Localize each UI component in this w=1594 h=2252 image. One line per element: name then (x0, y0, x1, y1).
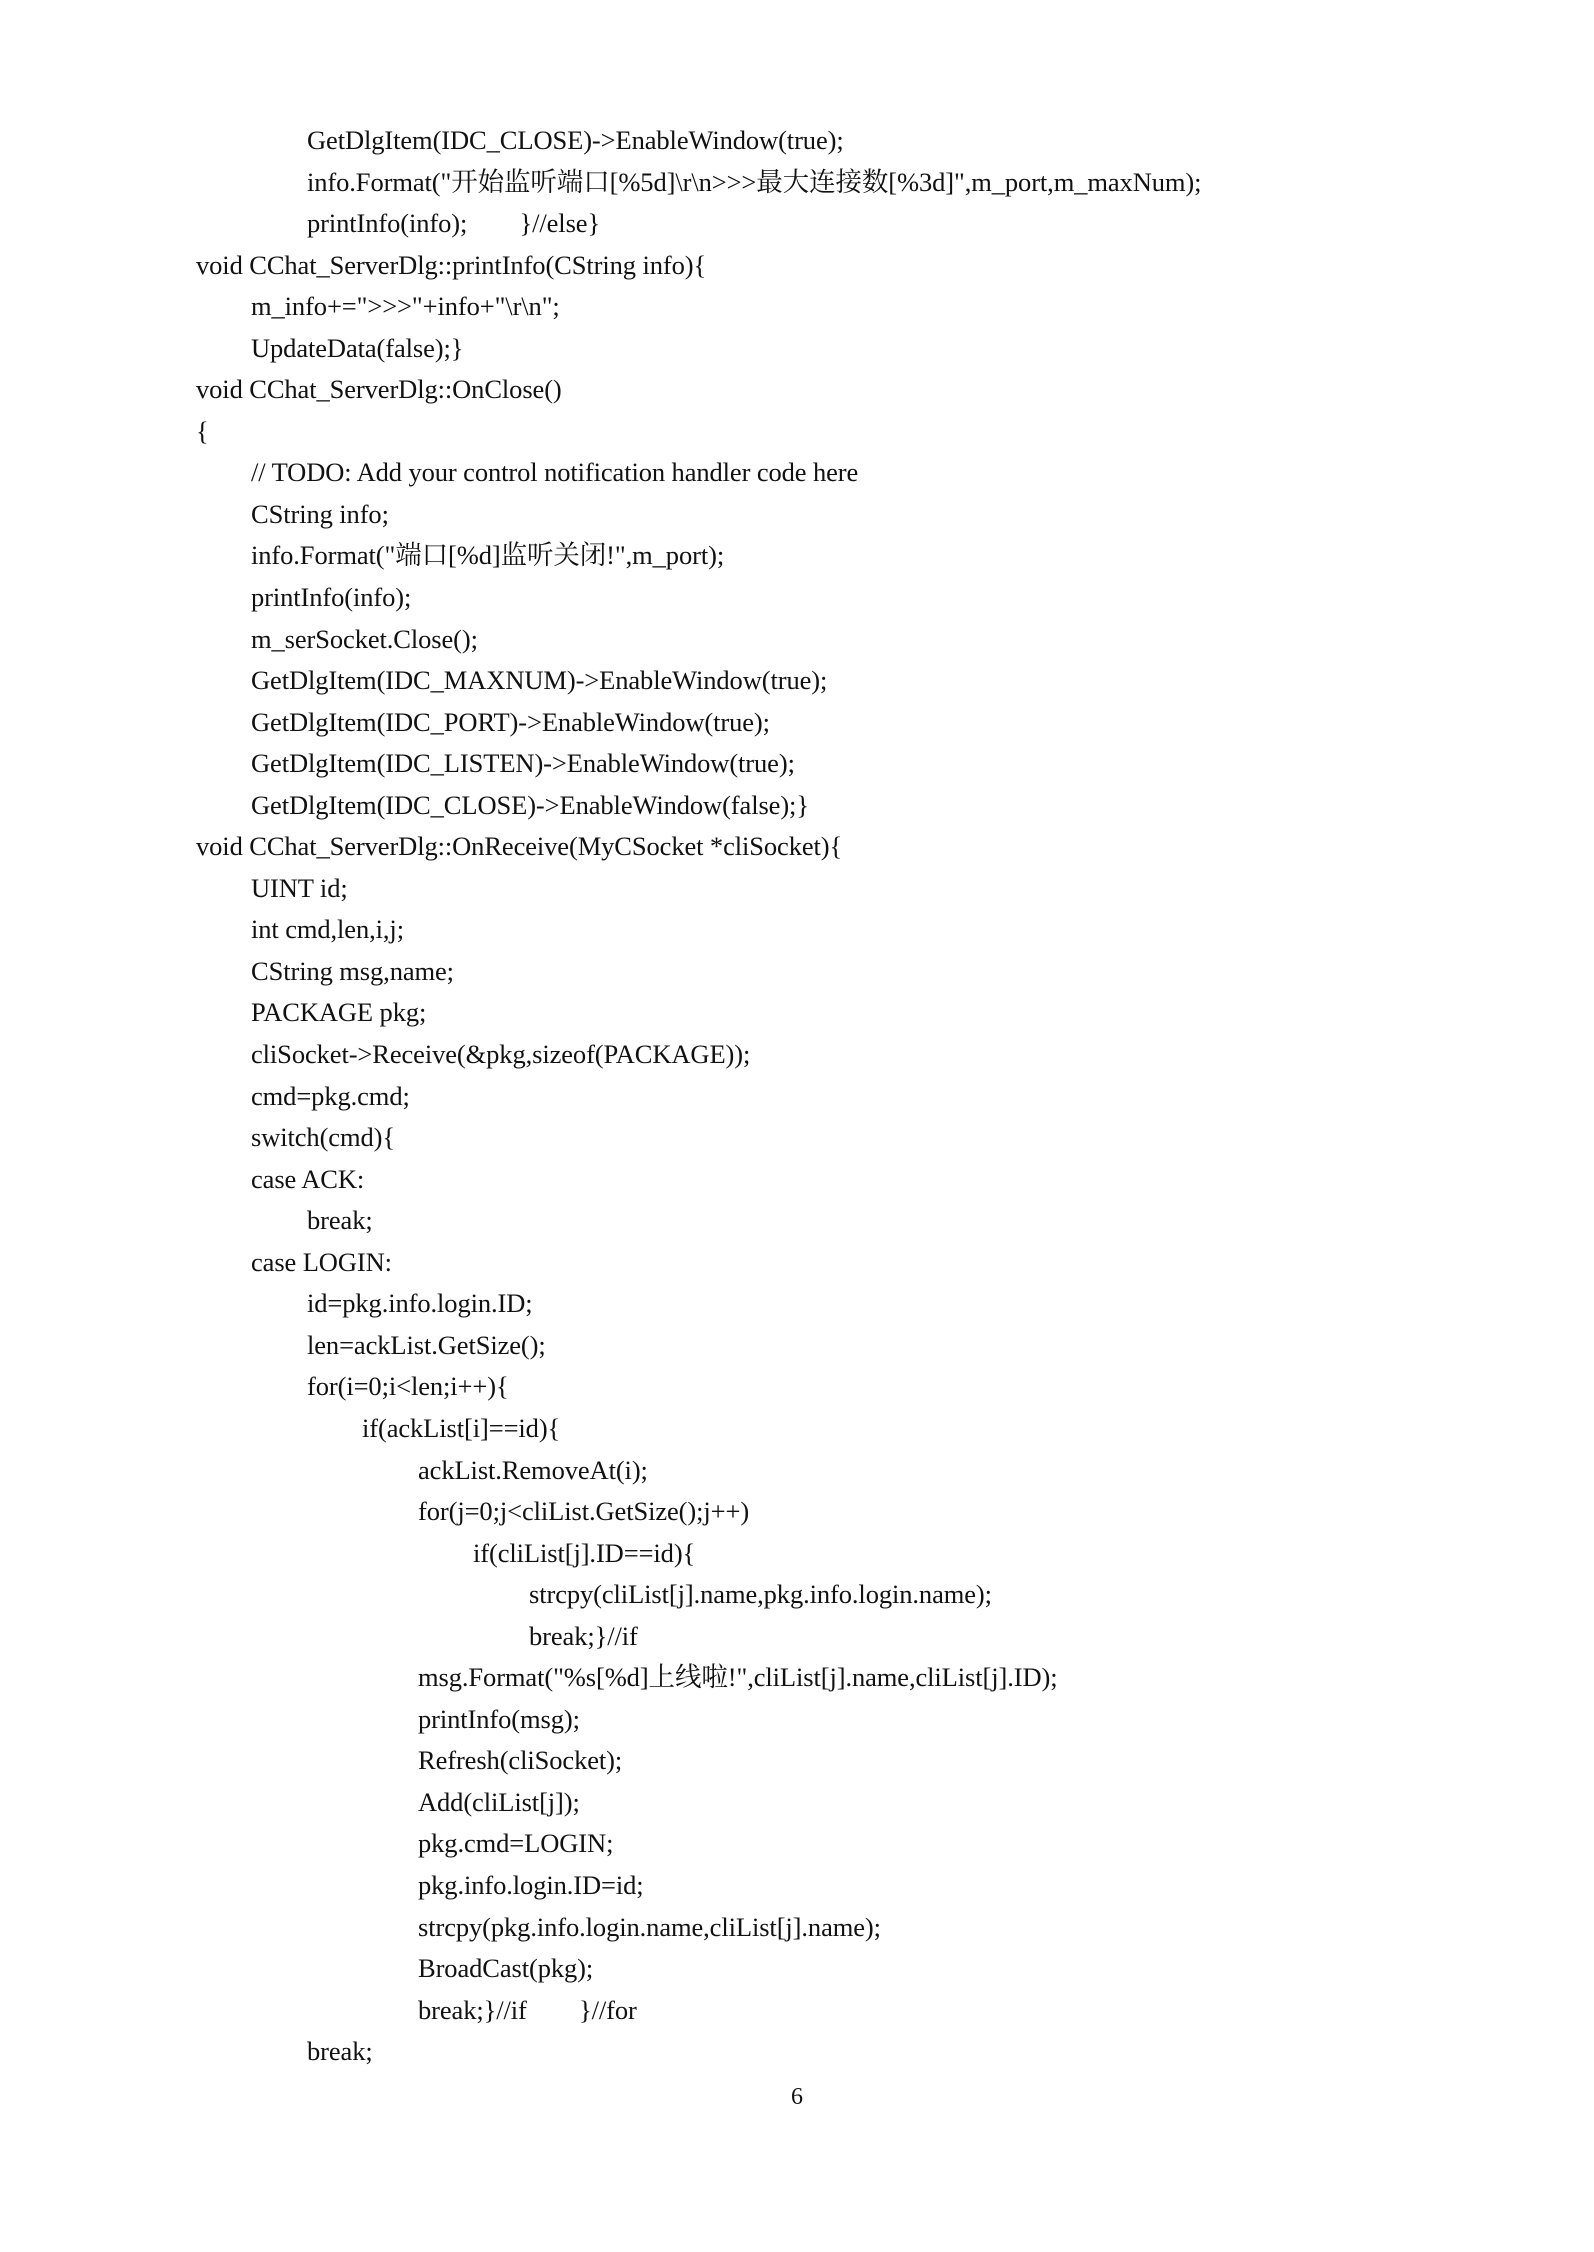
code-line: GetDlgItem(IDC_CLOSE)->EnableWindow(false);} (251, 789, 809, 820)
code-line: pkg.cmd=LOGIN; (418, 1828, 614, 1859)
code-line: pkg.info.login.ID=id; (418, 1869, 644, 1900)
code-line: GetDlgItem(IDC_PORT)->EnableWindow(true); (251, 706, 770, 737)
code-line: { (196, 415, 209, 446)
code-line: printInfo(info); (251, 582, 412, 613)
code-line: strcpy(cliList[j].name,pkg.info.login.name); (529, 1579, 992, 1610)
code-line: UINT id; (251, 872, 348, 903)
code-line: BroadCast(pkg); (418, 1953, 594, 1984)
code-line: void CChat_ServerDlg::OnClose() (196, 374, 562, 405)
code-line: switch(cmd){ (251, 1122, 395, 1153)
code-line: printInfo(info); }//else} (307, 208, 601, 239)
code-line: GetDlgItem(IDC_MAXNUM)->EnableWindow(true); (251, 665, 828, 696)
code-line: void CChat_ServerDlg::OnReceive(MyCSocket *cliSocket){ (196, 831, 843, 862)
code-line: CString msg,name; (251, 955, 454, 986)
code-line: break;}//if }//for (418, 1994, 637, 2025)
code-line: msg.Format("%s[%d]上线啦!",cliList[j].name,cliList[j].ID); (418, 1662, 1058, 1693)
code-line: void CChat_ServerDlg::printInfo(CString info){ (196, 249, 707, 280)
code-line: m_serSocket.Close(); (251, 623, 478, 654)
code-line: break; (307, 2036, 373, 2067)
code-line: strcpy(pkg.info.login.name,cliList[j].name); (418, 1911, 881, 1942)
code-line: info.Format("端口[%d]监听关闭!",m_port); (251, 540, 725, 571)
code-line: break; (307, 1205, 373, 1236)
code-line: GetDlgItem(IDC_CLOSE)->EnableWindow(true); (307, 125, 844, 155)
code-line: cliSocket->Receive(&pkg,sizeof(PACKAGE)); (251, 1039, 751, 1070)
code-line: PACKAGE pkg; (251, 997, 427, 1028)
code-line: cmd=pkg.cmd; (251, 1080, 410, 1111)
code-line: if(ackList[i]==id){ (362, 1412, 561, 1443)
code-line: case ACK: (251, 1163, 365, 1194)
code-line: ackList.RemoveAt(i); (418, 1454, 648, 1485)
code-line: for(i=0;i<len;i++){ (307, 1371, 509, 1402)
code-line: GetDlgItem(IDC_LISTEN)->EnableWindow(true); (251, 748, 795, 779)
code-line: break;}//if (529, 1620, 638, 1651)
code-line: id=pkg.info.login.ID; (307, 1288, 533, 1319)
code-line: info.Format("开始监听端口[%5d]\r\n>>>最大连接数[%3d]",m_port,m_maxNum); (307, 166, 1202, 197)
code-line: Add(cliList[j]); (418, 1786, 580, 1817)
code-line: // TODO: Add your control notification handler code here (251, 457, 859, 488)
code-line: UpdateData(false);} (251, 332, 464, 363)
code-line: for(j=0;j<cliList.GetSize();j++) (418, 1496, 750, 1527)
code-line: Refresh(cliSocket); (418, 1745, 623, 1776)
code-line: printInfo(msg); (418, 1703, 580, 1734)
code-line: CString info; (251, 498, 389, 529)
code-line: int cmd,len,i,j; (251, 914, 404, 945)
code-listing (196, 120, 1456, 2073)
code-line: len=ackList.GetSize(); (307, 1329, 546, 1360)
code-line: m_info+=">>>"+info+"\r\n"; (251, 291, 560, 322)
code-line: if(cliList[j].ID==id){ (473, 1537, 696, 1568)
page-number: 6 (791, 2084, 803, 2110)
code-line: case LOGIN: (251, 1246, 392, 1277)
